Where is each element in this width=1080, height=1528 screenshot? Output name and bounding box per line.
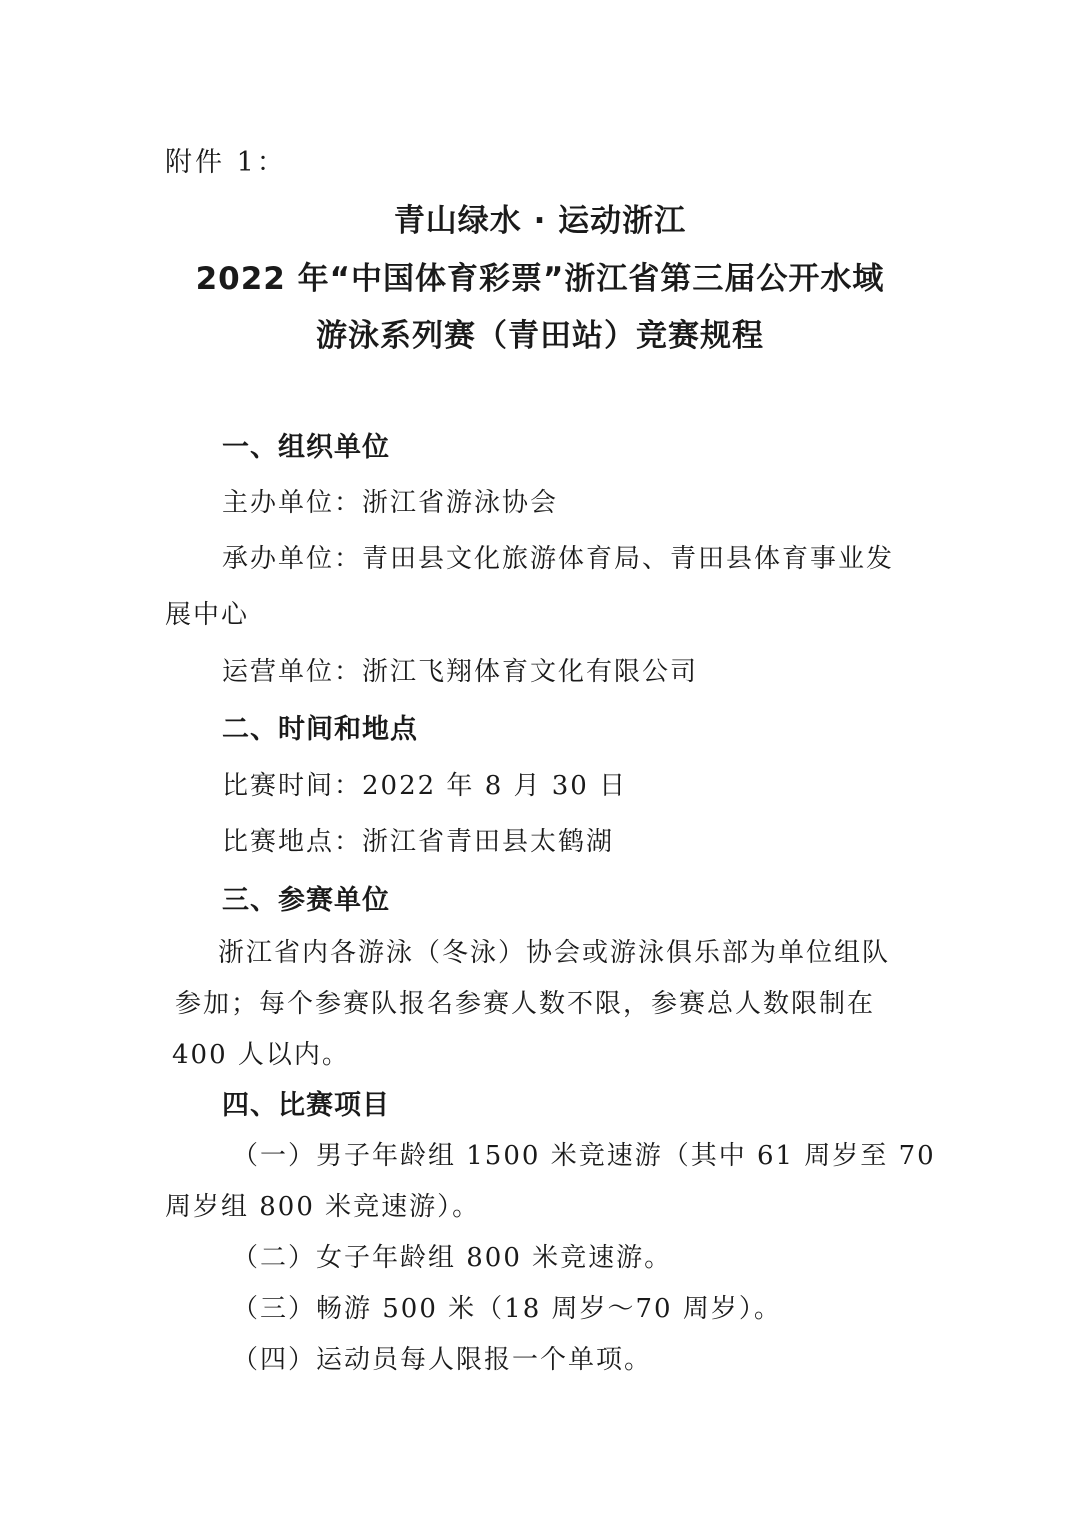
- section-1-heading: 一、组织单位: [222, 432, 390, 463]
- event-item-4: （四）运动员每人限报一个单项。: [232, 1345, 653, 1375]
- event-item-3: （三）畅游 500 米（18 周岁～70 周岁）。: [232, 1294, 782, 1324]
- organizer-unit-line-2: 展中心: [165, 600, 250, 630]
- section-2-heading: 二、时间和地点: [222, 714, 418, 745]
- event-place: 比赛地点：浙江省青田县太鹤湖: [222, 827, 615, 857]
- event-item-1-line-2: 周岁组 800 米竞速游）。: [165, 1192, 481, 1222]
- title-line-2: 2022 年“中国体育彩票”浙江省第三届公开水域: [195, 261, 885, 297]
- section-4-heading: 四、比赛项目: [222, 1090, 390, 1121]
- host-unit: 主办单位：浙江省游泳协会: [222, 488, 559, 518]
- event-item-1-line-1: （一）男子年龄组 1500 米竞速游（其中 61 周岁至 70: [232, 1141, 936, 1171]
- title-line-3: 游泳系列赛（青田站）竞赛规程: [316, 318, 764, 354]
- participants-line-3: 400 人以内。: [172, 1040, 350, 1070]
- organizer-unit-line-1: 承办单位：青田县文化旅游体育局、青田县体育事业发: [222, 544, 895, 574]
- title-line-1: 青山绿水 · 运动浙江: [393, 203, 687, 239]
- section-3-heading: 三、参赛单位: [222, 885, 390, 916]
- event-time: 比赛时间：2022 年 8 月 30 日: [222, 771, 628, 801]
- participants-line-2: 参加；每个参赛队报名参赛人数不限，参赛总人数限制在: [175, 989, 876, 1019]
- event-item-2: （二）女子年龄组 800 米竞速游。: [232, 1243, 673, 1273]
- attachment-label: 附件 1：: [165, 147, 287, 178]
- operator-unit: 运营单位：浙江飞翔体育文化有限公司: [222, 657, 699, 687]
- participants-line-1: 浙江省内各游泳（冬泳）协会或游泳俱乐部为单位组队: [218, 938, 891, 968]
